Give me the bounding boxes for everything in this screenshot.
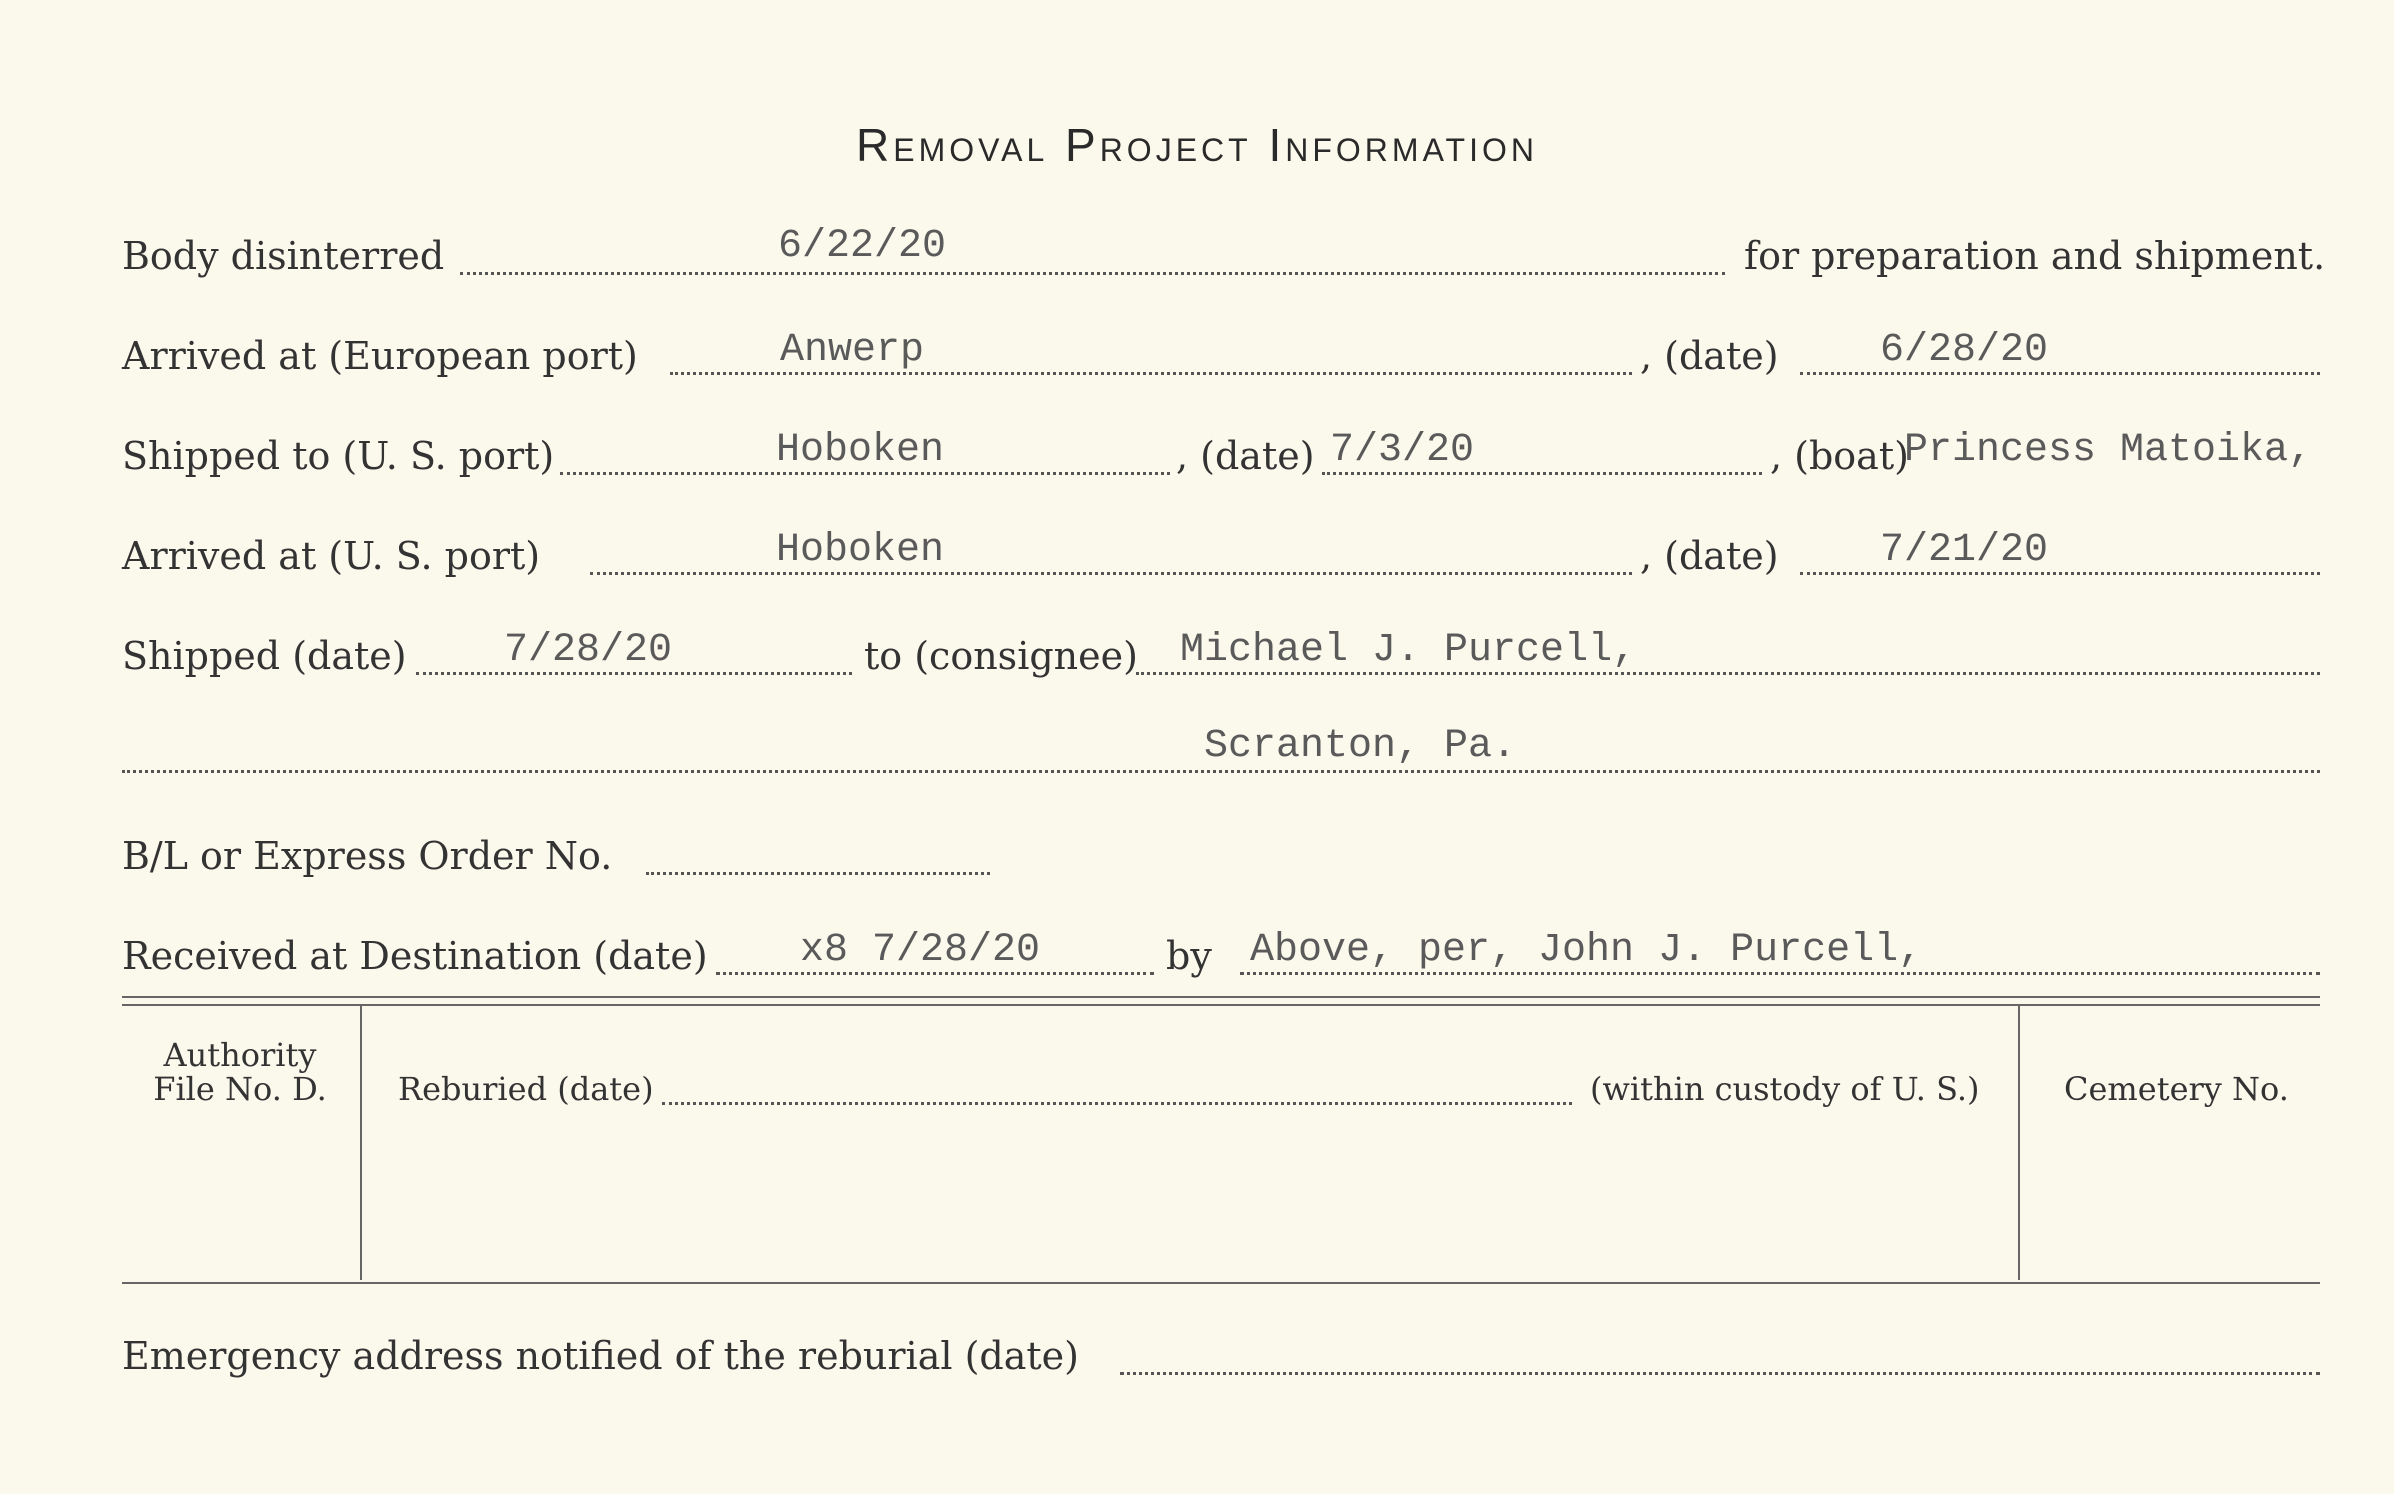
euro-port-value: Anwerp [780, 328, 925, 373]
card-title: Removal Project Information [856, 119, 1538, 171]
shipped-us-value: Hoboken [776, 428, 945, 473]
address-line [122, 770, 2320, 773]
shipped-us-date: 7/3/20 [1330, 428, 1475, 473]
shipped-date: 7/28/20 [504, 628, 673, 673]
arrived-us-date-label: , (date) [1640, 534, 1779, 578]
emergency-label: Emergency address notified of the reburial (date) [122, 1334, 1079, 1378]
euro-date-label: , (date) [1640, 334, 1779, 378]
arrived-us-date-line [1800, 572, 2320, 575]
emergency-line [1120, 1372, 2320, 1375]
euro-port-label: Arrived at (European port) [122, 334, 638, 378]
disinterred-line [460, 272, 1725, 275]
box-divider-left [360, 1006, 362, 1280]
disinterred-label: Body disinterred [122, 234, 445, 278]
received-by: Above, per, John J. Purcell, [1250, 928, 1923, 973]
box-bottom-rule [122, 1282, 2320, 1284]
reburied-label: Reburied (date) [398, 1070, 654, 1108]
euro-date-value: 6/28/20 [1880, 328, 2049, 373]
shipped-us-label: Shipped to (U. S. port) [122, 434, 555, 478]
boat-value: Princess Matoika, [1904, 428, 2313, 473]
bl-label: B/L or Express Order No. [122, 834, 613, 878]
bl-line [646, 872, 990, 875]
reburied-line [662, 1102, 1572, 1105]
authority-label-line2: File No. D. [153, 1070, 327, 1108]
arrived-us-value: Hoboken [776, 528, 945, 573]
box-divider-right [2018, 1006, 2020, 1280]
double-rule-bottom [122, 1004, 2320, 1006]
double-rule-top [122, 996, 2320, 998]
arrived-us-label: Arrived at (U. S. port) [122, 534, 541, 578]
received-by-label: by [1166, 934, 1212, 978]
shipped-us-date-label: , (date) [1176, 434, 1315, 478]
received-label: Received at Destination (date) [122, 934, 708, 978]
custody-label: (within custody of U. S.) [1590, 1070, 1980, 1108]
arrived-us-line [590, 572, 1632, 575]
boat-label: , (boat) [1770, 434, 1909, 478]
arrived-us-date: 7/21/20 [1880, 528, 2049, 573]
consignee-value: Michael J. Purcell, [1180, 628, 1637, 673]
authority-label-line1: Authority [163, 1036, 317, 1074]
cemetery-label: Cemetery No. [2064, 1070, 2289, 1108]
disinterred-date: 6/22/20 [778, 224, 947, 269]
euro-date-line [1800, 372, 2320, 375]
consignee-address: Scranton, Pa. [1204, 724, 1517, 769]
disinterred-suffix: for preparation and shipment. [1744, 234, 2326, 278]
consignee-label: to (consignee) [864, 634, 1138, 678]
received-date: x8 7/28/20 [800, 928, 1041, 973]
shipped-label: Shipped (date) [122, 634, 407, 678]
